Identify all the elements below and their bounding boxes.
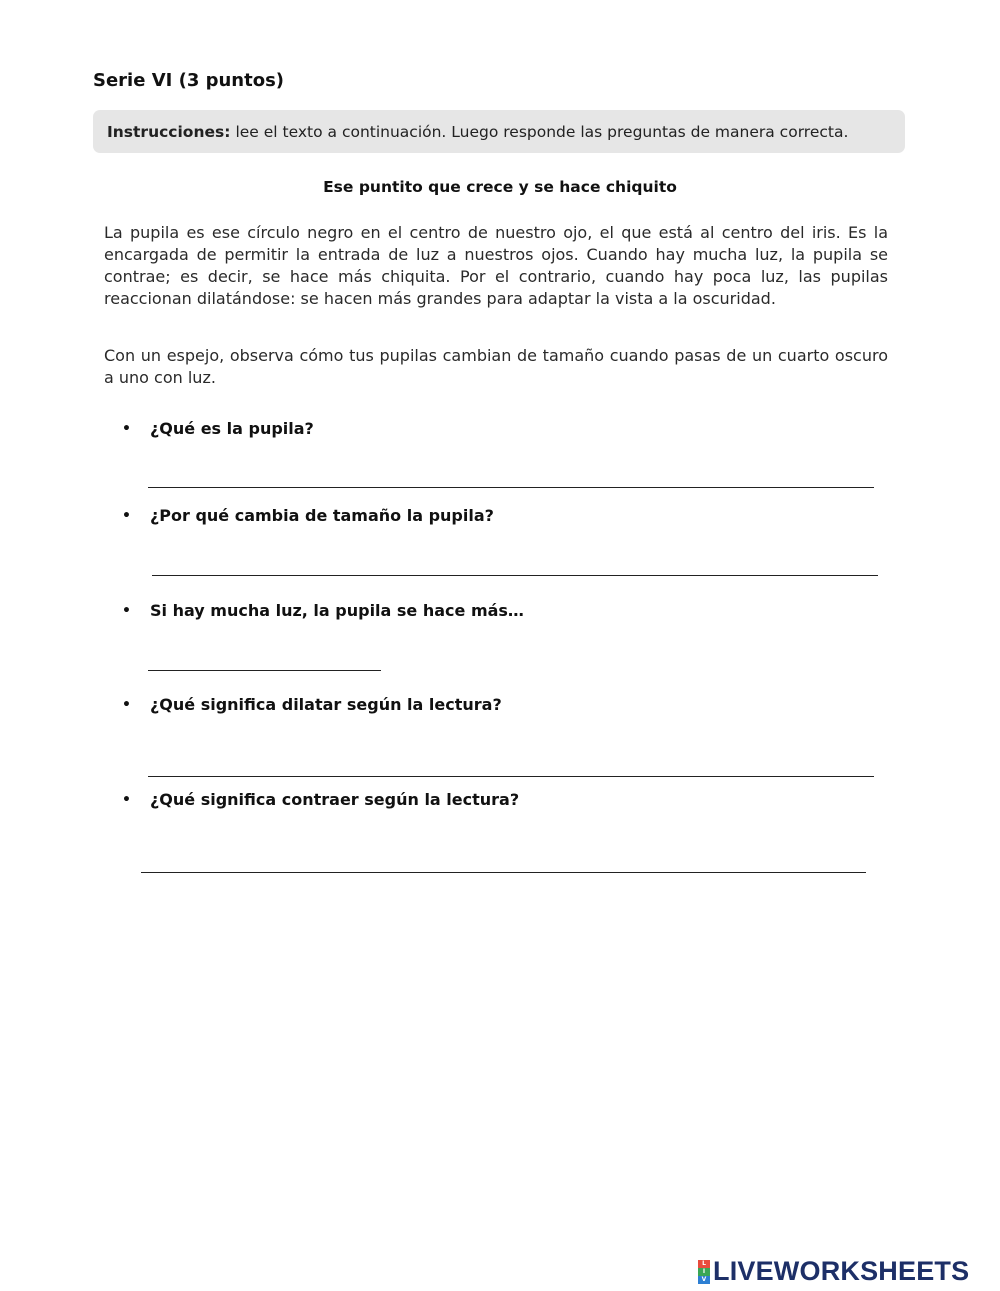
question-item — [122, 790, 519, 809]
bullet-icon: • — [122, 507, 131, 524]
bullet-icon: • — [122, 602, 131, 619]
question-item — [122, 506, 494, 525]
question-text: ¿Qué es la pupila? — [150, 419, 314, 438]
answer-line-4[interactable] — [148, 776, 874, 777]
bullet-icon: • — [122, 420, 131, 437]
reading-title: Ese puntito que crece y se hace chiquito — [323, 178, 677, 196]
question-text: ¿Qué significa dilatar según la lectura? — [150, 695, 502, 714]
answer-line-1[interactable] — [148, 487, 874, 488]
question-text: Si hay mucha luz, la pupila se hace más… — [150, 601, 524, 620]
logo-cube: I — [698, 1268, 710, 1276]
question-item — [122, 695, 502, 714]
answer-line-2[interactable] — [152, 575, 878, 576]
bullet-icon: • — [122, 696, 131, 713]
question-item — [122, 601, 524, 620]
instructions-text: lee el texto a continuación. Luego responde las preguntas de manera correcta. — [235, 122, 849, 141]
answer-line-3[interactable] — [148, 670, 381, 671]
liveworksheets-logo — [698, 1256, 969, 1287]
answer-line-5[interactable] — [141, 872, 866, 873]
question-item — [122, 419, 314, 438]
logo-cube: L — [698, 1260, 710, 1268]
logo-cube: V — [698, 1276, 710, 1284]
logo-text: LIVEWORKSHEETS — [713, 1256, 970, 1286]
section-title: Serie VI (3 puntos) — [93, 70, 285, 91]
bullet-icon: • — [122, 791, 131, 808]
instructions-label: Instrucciones: — [107, 122, 231, 141]
logo-cubes-icon — [698, 1260, 710, 1284]
reading-paragraph: La pupila es ese círculo negro en el centro de nuestro ojo, el que está al centro del iris. Es la encargada de permitir la entrada de luz a nuestros ojos. Cuando hay mucha luz, la pupila se contrae; es decir, se hace más chiquita. Por el contrario, cuando hay poca luz, las pupilas reaccionan dilatándose: se hacen más grandes para adaptar la vista a la oscuridad. — [104, 223, 888, 308]
question-text: ¿Por qué cambia de tamaño la pupila? — [150, 506, 494, 525]
question-text: ¿Qué significa contraer según la lectura? — [150, 790, 520, 809]
instructions-box — [93, 110, 905, 153]
reading-paragraph: Con un espejo, observa cómo tus pupilas cambian de tamaño cuando pasas de un cuarto oscuro a uno con luz. — [104, 346, 888, 387]
